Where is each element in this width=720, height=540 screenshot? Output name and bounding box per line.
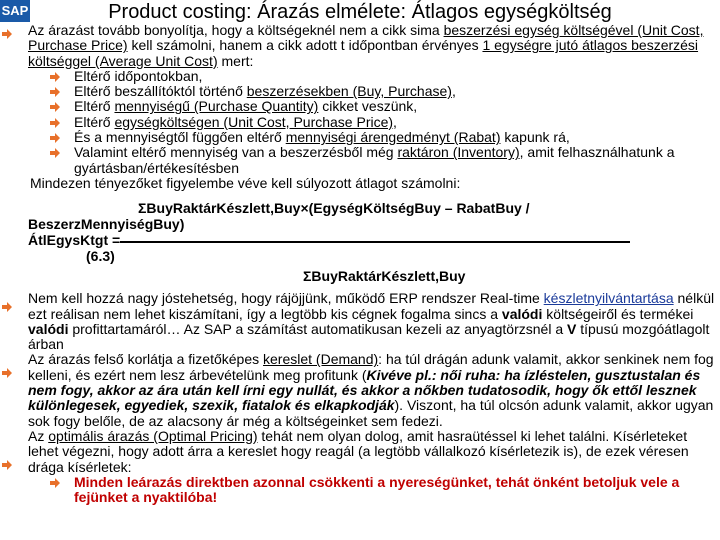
text: ). Viszont, ha túl olcsón adunk valamit, akkor ugyan sok fogy belőle, de az alacsony ár még a költségeinket sem fedezi. xyxy=(28,397,714,429)
fraction-line xyxy=(120,241,630,243)
text: Az árazás felső korlátja a fizetőképes xyxy=(28,351,264,368)
text: cikket veszünk, xyxy=(318,98,418,115)
text: típusú mozgóátlagolt árban xyxy=(28,320,710,353)
arrow-right-icon xyxy=(50,87,60,97)
text: Eltérő beszállítóktól történő xyxy=(74,83,247,100)
reasons-list xyxy=(28,69,718,176)
intro-paragraph xyxy=(28,23,718,69)
text: , xyxy=(451,83,456,100)
arrow-right-icon xyxy=(50,478,60,488)
text: Nem kell hozzá nagy jóstehetség, hogy rájöjjünk, működő ERP rendszer Real-time xyxy=(28,290,544,307)
list-item xyxy=(50,130,718,145)
text: kell számolni, hanem a cikk adott t időpontban érvényes xyxy=(127,37,483,54)
term: mennyiségű (Purchase Quantity) xyxy=(114,98,319,115)
warning-bullet xyxy=(50,475,718,506)
arrow-right-icon xyxy=(50,118,60,128)
arrow-right-icon xyxy=(2,302,12,312)
arrow-right-icon xyxy=(50,133,60,143)
demand-paragraph xyxy=(28,352,718,428)
pricing-paragraph xyxy=(28,429,718,475)
text: Eltérő xyxy=(74,98,115,115)
equation-number: (6.3) xyxy=(86,248,115,265)
arrow-right-icon xyxy=(50,72,60,82)
formula xyxy=(28,197,718,289)
term: beszerzésekben (Buy, Purchase) xyxy=(246,83,452,100)
arrow-right-icon xyxy=(2,368,12,378)
text: Az xyxy=(28,427,49,444)
list-item xyxy=(50,69,718,84)
example-text: Kivéve pl.: női ruha: ha ízléstelen, gusztustalan és nem fogy, akkor az ára után kell írni egy nullát, és akkor a nőkben tudatosodik, hogy ők ettől lesznek különlegesek, egyediek, szexik, fiatalok és elkapkodják xyxy=(28,366,701,414)
formula-numerator: ΣBuyRaktárKészlett,Buy×(EgységKöltségBuy – RabatBuy / xyxy=(138,200,530,217)
inventory-link[interactable]: készletnyilvántartása xyxy=(543,290,674,307)
text: És a mennyiségtől függően eltérő xyxy=(74,129,286,146)
arrow-right-icon xyxy=(2,29,12,39)
term: raktáron (Inventory) xyxy=(397,144,520,161)
arrow-right-icon xyxy=(2,460,12,470)
list-item xyxy=(50,99,718,114)
formula-lhs: ÁtlEgysKtgt = xyxy=(28,232,121,249)
warning-text: Minden leárazás direktben azonnal csökkenti a nyereségünket, tehát önként betoljuk vele a fejünket a nyaktilóba! xyxy=(74,473,680,506)
text: Valamint eltérő mennyiség van a beszerzésből még xyxy=(74,144,398,161)
list-item xyxy=(50,145,718,176)
text: kapunk rá, xyxy=(500,129,570,146)
text: Eltérő időpontokban, xyxy=(74,67,203,84)
sap-logo: SAP xyxy=(0,0,30,22)
realtime-paragraph xyxy=(28,291,718,352)
arrow-right-icon xyxy=(50,102,60,112)
optimal-pricing-term: optimális árazás (Optimal Pricing) xyxy=(48,427,258,444)
text: : ha túl drágán adunk valamit, akkor senkinek nem fog kelleni, és ezért nem lesz árbevételünk meg profitunk ( xyxy=(28,351,714,383)
text: költségeiről és termékei xyxy=(542,305,694,322)
text: , amit felhasználhatunk a gyártásban/értékesítésben xyxy=(74,144,675,176)
term: egységköltségen (Unit Cost, Purchase Price) xyxy=(114,113,394,130)
list-item xyxy=(50,84,718,99)
text: profittartamáról… Az SAP a számítást automatikusan kezeli az anyagtörzsnél a xyxy=(68,320,567,337)
demand-term: kereslet (Demand) xyxy=(263,351,379,368)
formula-denominator: ΣBuyRaktárKészlett,Buy xyxy=(303,268,466,285)
summary-line: Mindezen tényezőket figyelembe véve kell súlyozott átlagot számolni: xyxy=(30,174,461,191)
slide-content xyxy=(28,23,718,505)
text: nélkül ezt reálisan nem lehet kiszámítani, így a legtöbb kis cégnek fogalma sincs a xyxy=(28,290,715,322)
page-title: Product costing: Árazás elmélete: Átlagos egységköltség xyxy=(108,1,612,23)
formula-numerator-cont: BeszerzMennyiségBuy) xyxy=(28,216,185,233)
text: Az árazást tovább bonyolítja, hogy a költségeknél nem a cikk sima xyxy=(28,22,444,38)
text: Eltérő xyxy=(74,113,115,130)
arrow-right-icon xyxy=(50,148,60,158)
list-item xyxy=(50,115,718,130)
average-unit-cost-term: 1 egységre jutó átlagos beszerzési költséggel (Average Unit Cost) xyxy=(28,37,699,69)
unit-cost-term: beszerzési egység költségével (Unit Cost, Purchase Price) xyxy=(28,22,704,54)
text: mert: xyxy=(217,52,254,69)
term: mennyiségi árengedményt (Rabat) xyxy=(285,129,501,146)
bold-text: V xyxy=(567,320,577,337)
bold-text: valódi xyxy=(28,320,69,337)
text: , xyxy=(393,113,397,130)
text: tehát nem olyan dolog, amit hasraütéssel ki lehet találni. Kísérleteket lehet végezni, hogy adott árra a kereslet hogy reagál (a legtöbb vállalkozó kísérletezik is), de ezek véresen drága kísérletek: xyxy=(28,427,689,475)
bold-text: valódi xyxy=(501,305,543,322)
